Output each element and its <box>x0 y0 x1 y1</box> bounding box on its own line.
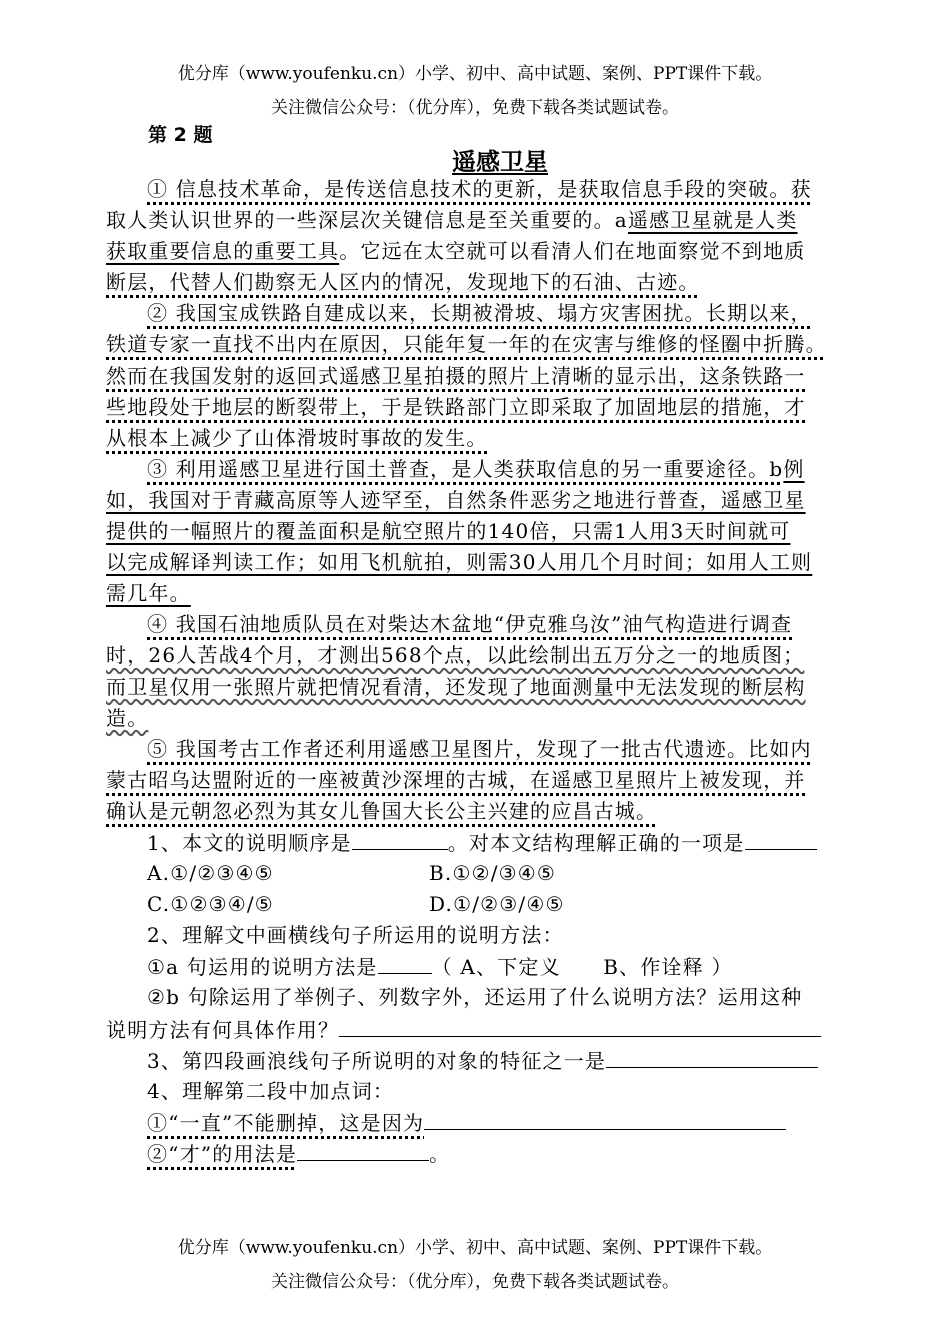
question-4: 4、理解第二段中加点词： <box>147 1078 395 1103</box>
p4-line: 时，26人苦战4个月，才测出568个点，以此绘制出五万分之一的地质图； <box>106 643 805 668</box>
p1-line: ① 信息技术革命，是传送信息技术的更新，是获取信息手段的突破。获 <box>147 177 812 201</box>
question-1: 1、本文的说明顺序是 。对本文结构理解正确的一项是 <box>106 827 846 858</box>
question-1-options <box>106 858 846 889</box>
question-2: 2、理解文中画横线句子所运用的说明方法： <box>147 923 564 948</box>
question-4-2: ②“才”的用法是 。 <box>106 1138 846 1169</box>
question-2-1: ①a 句运用的说明方法是 （ A、下定义 B、作诠释 ） <box>106 951 846 982</box>
p1-line: 取人类认识世界的一些深层次关键信息是至关重要的。a遥感卫星就是人类 <box>106 208 798 233</box>
question-2-2: 说明方法有何具体作用？ <box>106 1014 846 1045</box>
header-line-2: 关注微信公众号：（优分库），免费下载各类试题试卷。 <box>271 98 679 118</box>
p2-line: 些地段处于地层的断裂带上，于是铁路部门立即采取了加固地层的措施，才 <box>106 394 806 419</box>
p3-line: 以完成解译判读工作；如用飞机航拍，则需30人用几个月时间；如用人工则 <box>106 550 813 575</box>
option-b[interactable]: B.①②/③④⑤ <box>429 861 557 886</box>
p5-line: 蒙古昭乌达盟附近的一座被黄沙深埋的古城，在遥感卫星照片上被发现，并 <box>106 767 806 792</box>
answer-blank[interactable] <box>424 1107 786 1130</box>
answer-blank[interactable] <box>339 1014 821 1037</box>
p3-line: 需几年。 <box>106 581 191 606</box>
answer-blank[interactable] <box>378 951 432 974</box>
p4-line: 而卫星仅用一张照片就把情况看清，还发现了地面测量中无法发现的断层构 <box>106 674 806 699</box>
p2-line: ② 我国宝成铁路自建成以来，长期被滑坡、塌方灾害困扰。长期以来， <box>147 301 812 326</box>
question-2-2: ②b 句除运用了举例子、列数字外，还运用了什么说明方法？运用这种 <box>147 985 803 1010</box>
question-4-1: ①“一直”不能删掉，这是因为 <box>106 1107 846 1138</box>
footer-line-1: 优分库（www.youfenku.cn）小学、初中、高中试题、案例、PPT课件下载。 <box>177 1238 773 1258</box>
p2-line: 铁道专家一直找不出内在原因，只能年复一年的在灾害与维修的怪圈中折腾。 <box>106 332 827 357</box>
option-a[interactable]: A.①/②③④⑤ <box>147 861 274 886</box>
p2-line: 从根本上减少了山体滑坡时事故的发生。 <box>106 425 488 450</box>
question-3: 3、第四段画浪线句子所说明的对象的特征之一是 <box>106 1045 846 1076</box>
answer-blank[interactable] <box>297 1138 429 1161</box>
answer-blank[interactable] <box>606 1045 818 1068</box>
passage-title: 遥感卫星 <box>452 148 548 176</box>
p2-line: 然而在我国发射的返回式遥感卫星拍摄的照片上清晰的显示出，这条铁路一 <box>106 363 806 388</box>
p3-line: ③ 利用遥感卫星进行国土普查，是人类获取信息的另一重要途径。b例 <box>147 456 805 481</box>
answer-blank[interactable] <box>352 827 448 850</box>
answer-blank[interactable] <box>745 827 817 850</box>
p1-line: 断层，代替人们勘察无人区内的情况，发现地下的石油、古迹。 <box>106 270 700 295</box>
passage-body <box>106 174 846 1169</box>
header-line-1: 优分库（www.youfenku.cn）小学、初中、高中试题、案例、PPT课件下载。 <box>177 64 773 84</box>
p5-line: ⑤ 我国考古工作者还利用遥感卫星图片，发现了一批古代遗迹。比如内 <box>147 736 812 761</box>
p3-line: 如，我国对于青藏高原等人迹罕至，自然条件恶劣之地进行普查，遥感卫星 <box>106 487 806 512</box>
option-d[interactable]: D.①/②③/④⑤ <box>429 892 565 917</box>
p1-line: 获取重要信息的重要工具。它远在太空就可以看清人们在地面察觉不到地质 <box>106 239 806 264</box>
p4-line: 造。 <box>106 705 149 730</box>
question-1-options <box>106 889 846 920</box>
question-number: 第 2 题 <box>148 124 213 146</box>
option-c[interactable]: C.①②③④/⑤ <box>147 892 274 917</box>
p5-line: 确认是元朝忽必烈为其女儿鲁国大长公主兴建的应昌古城。 <box>106 798 658 823</box>
footer-line-2: 关注微信公众号：（优分库），免费下载各类试题试卷。 <box>271 1272 679 1292</box>
p3-line: 提供的一幅照片的覆盖面积是航空照片的140倍，只需1人用3天时间就可 <box>106 519 791 544</box>
p4-line: ④ 我国石油地质队员在对柴达木盆地“伊克雅乌汝”油气构造进行调查 <box>147 612 793 637</box>
